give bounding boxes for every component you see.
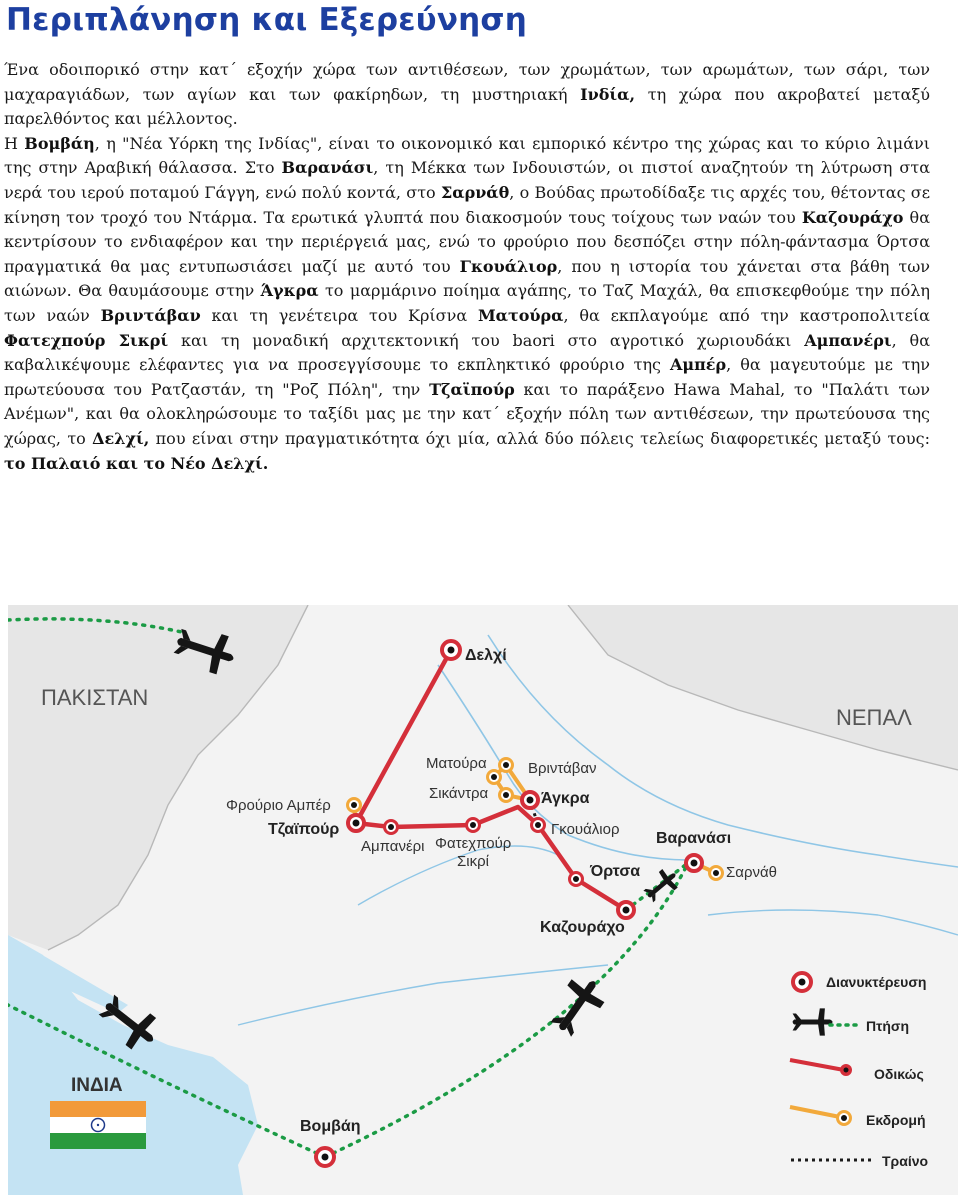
text-run: το μαρμάρινο ποίημα αγάπης, το Ταζ Μαχάλ, θα επισκεφθούμε την πόλη των ναών: [4, 281, 930, 325]
marker-jaipur: [348, 815, 364, 831]
india-flag: [50, 1101, 146, 1149]
text-run: Η: [4, 133, 25, 153]
place-highlight: Βομβάη: [24, 133, 95, 153]
intro-paragraph: [4, 58, 930, 132]
legend-label-excursion: Εκδρομή: [866, 1112, 926, 1128]
place-label-abhaneri: Αμπανέρι: [361, 838, 425, 855]
place-highlight: Ινδία,: [580, 84, 636, 104]
marker-orchha: [570, 873, 583, 886]
itinerary-description: [4, 58, 930, 476]
place-highlight: το Παλαιό και το Νέο Δελχί.: [4, 453, 269, 473]
place-label-mumbai: Βομβάη: [300, 1118, 361, 1135]
place-label-agra: Άγκρα: [541, 790, 590, 807]
marker-sikandra: [500, 789, 513, 802]
place-highlight: Ματούρα: [477, 305, 564, 325]
text-run: που είναι στην πραγματικότητα όχι μία, αλλά δύο πόλεις τελείως διαφορετικές μεταξύ τους:: [149, 428, 931, 448]
place-label-varanasi: Βαρανάσι: [656, 830, 732, 847]
marker-vrindavan: [500, 759, 513, 772]
marker-agra: [522, 792, 538, 808]
place-label-gwalior: Γκουάλιορ: [551, 821, 620, 838]
page-title: Περιπλάνηση και Εξερεύνηση: [6, 2, 528, 38]
marker-sarnath: [710, 867, 723, 880]
marker-mumbai: [316, 1148, 334, 1166]
place-label-fatehpur-1: Φατεχπούρ: [435, 835, 512, 852]
country-label-pakistan: ΠΑΚΙΣΤΑΝ: [41, 685, 149, 710]
text-run: , θα μαγευτούμε με την πρωτεύουσα του Ρατζαστάν, τη "Ροζ Πόλη", την: [4, 355, 930, 399]
marker-mathura: [488, 771, 501, 784]
text-run: , που η ιστορία του χάνεται στα βάθη των αιώνων. Θα θαυμάσουμε στην: [4, 256, 930, 301]
place-highlight: Βαρανάσι: [281, 158, 374, 178]
text-run: , θα καβαλικέψουμε ελέφαντες για να προσεγγίσουμε το εκπληκτικό φρούριο της: [4, 330, 930, 375]
text-run: Ένα οδοιπορικό στην κατ΄ εξοχήν χώρα των αντιθέσεων, των χρωμάτων, των αρωμάτων, των σάρι, των μαχαραγιάδων, των αγίων και των φακίρηδων, τη μυστηριακή: [4, 60, 930, 104]
legend-label-overnight: Διανυκτέρευση: [826, 974, 927, 990]
text-run: και τη γενέτειρα του Κρίσνα: [200, 305, 478, 325]
place-label-orchha: Όρτσα: [590, 863, 641, 880]
place-highlight: Τζαϊπούρ: [429, 379, 515, 399]
legend-label-train: Τραίνο: [882, 1153, 929, 1169]
text-run: και το παράξενο Hawa Mahal, το "Παλάτι των Ανέμων", και θα ολοκληρώσουμε το ταξίδι μας με την κατ΄ εξοχήν πόλη των αντιθέσεων, την πρωτεύουσα της χώρας, το: [4, 379, 931, 448]
place-label-sarnath: Σαρνάθ: [726, 864, 777, 881]
text-run: θα κεντρίσουν το ενδιαφέρον και την περιέργειά μας, ενώ το φρούριο που δεσπόζει στην πόλη-φάντασμα Όρτσα πραγματικά θα μας εντυπωσιάσει μαζί με αυτό του: [4, 207, 930, 276]
text-run: , θα εκπλαγούμε από την καστροπολιτεία: [563, 305, 930, 325]
legend-label-road: Οδικώς: [874, 1066, 924, 1082]
place-label-khajuraho: Καζουράχο: [540, 919, 625, 936]
marker-gwalior: [532, 819, 545, 832]
marker-amber-fort: [348, 799, 361, 812]
place-highlight: Άγκρα: [260, 281, 319, 301]
place-highlight: Σαρνάθ: [440, 182, 510, 202]
place-highlight: Φατεχπούρ Σικρί: [4, 330, 169, 350]
text-run: και τη μοναδική αρχιτεκτονική του baori στο αγροτικό χωριουδάκι: [168, 330, 805, 350]
text-run: , τη Μέκκα των Ινδουιστών, οι πιστοί αναζητούν τη λύτρωση στα νερά του ιερού ποταμού Γάγγη, ενώ πολύ κοντά, στο: [4, 158, 931, 202]
place-highlight: Γκουάλιορ: [459, 256, 558, 276]
marker-fatehpur-sikri: [467, 819, 480, 832]
place-label-jaipur: Τζαϊπούρ: [268, 821, 340, 838]
country-label-nepal: ΝΕΠΑΛ: [836, 705, 912, 730]
place-highlight: Βριντάβαν: [100, 305, 201, 325]
marker-abhaneri: [385, 821, 398, 834]
place-label-delhi: Δελχί: [465, 647, 507, 664]
text-run: , η "Νέα Υόρκη της Ινδίας", είναι το οικονομικό και εμπορικό κέντρο της χώρας και το κύριο λιμάνι της στην Αραβική θάλασσα. Στο: [4, 133, 930, 178]
place-highlight: Δελχί,: [92, 428, 150, 448]
country-label-india: ΙΝΔΙΑ: [71, 1075, 123, 1096]
text-run: , ο Βούδας πρωτοδίδαξε τις αρχές του, θέτοντας σε κίνηση τον τροχό του Ντάρμα. Τα ερωτικά γλυπτά που διακοσμούν τους τοίχους των ναών του: [4, 182, 930, 227]
route-map: [8, 605, 958, 1195]
route-paragraph: [4, 132, 930, 476]
marker-khajuraho: [618, 902, 634, 918]
legend-label-flight: Πτήση: [866, 1018, 910, 1034]
place-highlight: Αμπανέρι: [804, 330, 892, 350]
marker-delhi: [442, 641, 460, 659]
place-label-vrindavan: Βριντάβαν: [528, 760, 597, 777]
place-label-fatehpur-2: Σικρί: [457, 853, 489, 870]
place-highlight: Καζουράχο: [801, 207, 904, 227]
text-run: τη χώρα που ακροβατεί μεταξύ παρελθόντος και μέλλοντος.: [4, 84, 931, 129]
place-label-mathura: Ματούρα: [426, 755, 487, 772]
marker-varanasi: [686, 855, 702, 871]
place-label-sikandra: Σικάντρα: [429, 785, 489, 802]
place-highlight: Αμπέρ: [669, 355, 727, 375]
place-label-amber-fort: Φρούριο Αμπέρ: [226, 797, 331, 814]
